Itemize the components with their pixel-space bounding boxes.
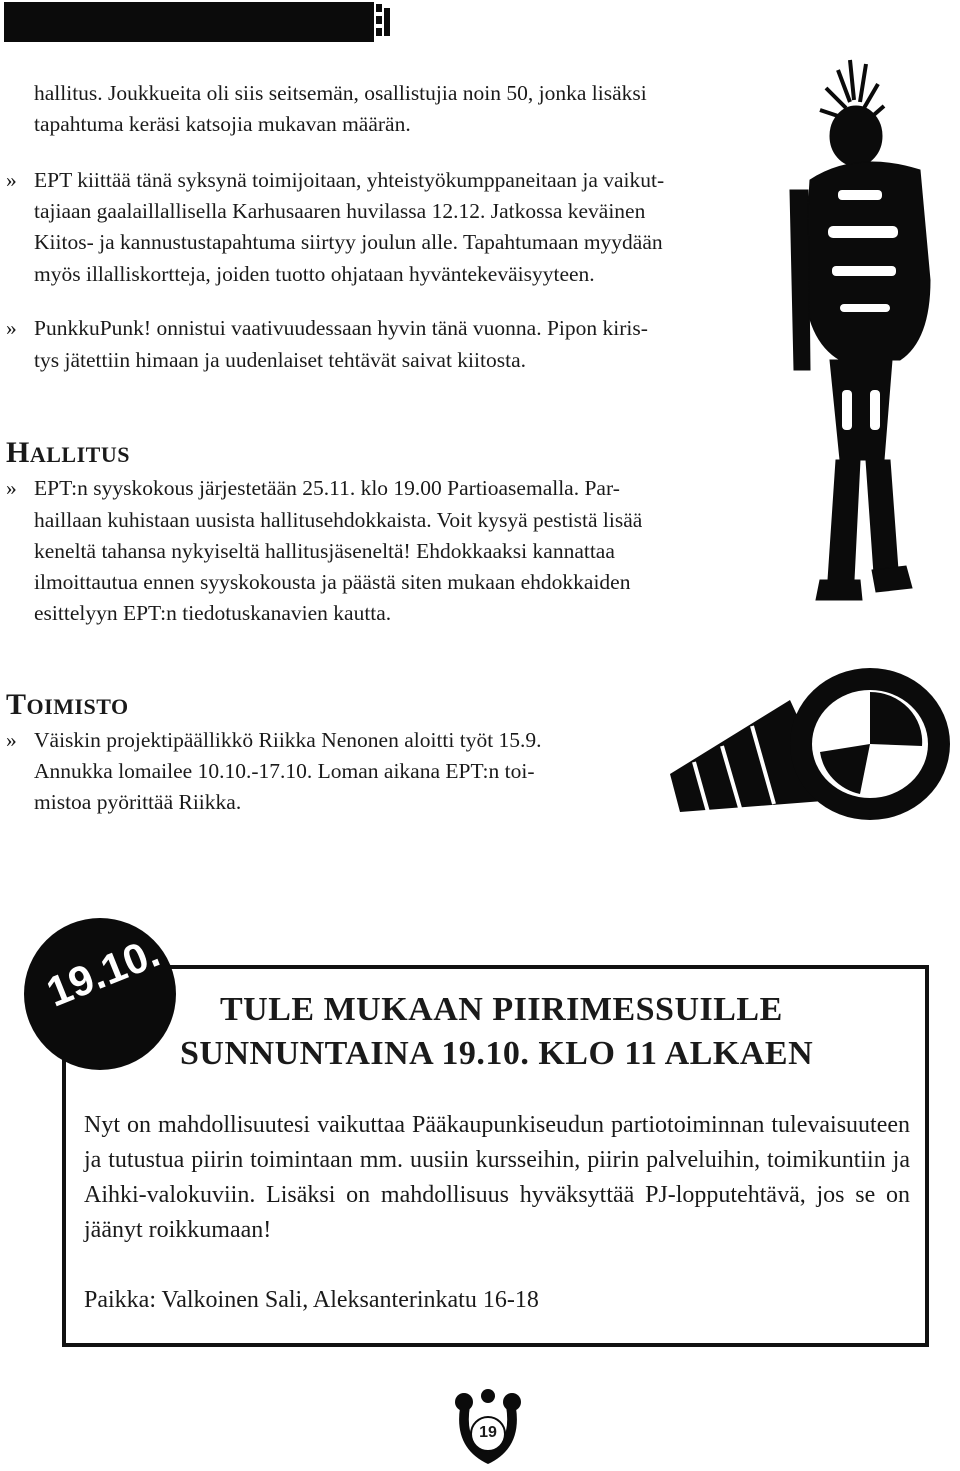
hallitus-heading: HALLITUS — [6, 436, 130, 469]
page-number: 19 — [479, 1424, 497, 1441]
hallitus-line-1: EPT:n syyskokous järjestetään 25.11. klo 19.00 Partioasemalla. Par- — [34, 476, 620, 500]
toimisto-line-3: mistoa pyörittää Riikka. — [34, 790, 242, 814]
hallitus-line-5: esittelyyn EPT:n tiedotuskanavien kautta. — [34, 601, 392, 625]
toimisto-line-1: Väiskin projektipäällikkö Riikka Nenonen aloitti työt 15.9. — [34, 728, 542, 752]
telescope-icon — [660, 662, 950, 832]
thanks-line-3: Kiitos- ja kannustustapahtuma siirtyy joulun alle. Tapahtumaan myydään — [34, 230, 663, 254]
intro-line-2: tapahtuma keräsi katsojia mukavan määrän. — [34, 112, 411, 136]
event-place: Paikka: Valkoinen Sali, Aleksanterinkatu 16-18 — [84, 1287, 539, 1313]
thanks-line-2: tajiaan gaalaillallisella Karhusaaren huvilassa 12.12. Jatkossa keväinen — [34, 199, 646, 223]
date-badge-text: 19.10. — [40, 928, 166, 1016]
hallitus-line-3: keneltä tahansa nykyiseltä hallitusjäseneltä! Ehdokkaaksi kannattaa — [34, 539, 615, 563]
event-title-line-2: SUNNUNTAINA 19.10. KLO 11 ALKAEN — [180, 1035, 814, 1072]
bullet-punkku: » — [6, 316, 17, 340]
thanks-line-4: myös illalliskortteja, joiden tuotto ohjataan hyväntekeväisyyteen. — [34, 262, 595, 286]
header-bar-tab — [360, 2, 394, 42]
hiker-silhouette-icon — [780, 40, 940, 630]
event-title — [180, 988, 900, 1076]
punkku-line-1: PunkkuPunk! onnistui vaativuudessaan hyvin tänä vuonna. Pipon kiris- — [34, 316, 648, 340]
hallitus-line-4: ilmoittautua ennen syyskokousta ja päästä siten mukaan ehdokkaiden — [34, 570, 631, 594]
bullet-thanks: » — [6, 168, 17, 192]
punkku-line-2: tys jätettiin himaan ja uudenlaiset tehtävät saivat kiitosta. — [34, 348, 526, 372]
intro-line-1: hallitus. Joukkueita oli siis seitsemän, osallistujia noin 50, jonka lisäksi — [34, 81, 647, 105]
thanks-line-1: EPT kiittää tänä syksynä toimijoitaan, yhteistyökumppaneitaan ja vaikut- — [34, 168, 665, 192]
hallitus-line-2: haillaan kuhistaan uusista hallitusehdokkaista. Voit kysyä pestistä lisää — [34, 508, 643, 532]
bullet-hallitus: » — [6, 476, 17, 500]
toimisto-heading: TOIMISTO — [6, 688, 129, 721]
bullet-toimisto: » — [6, 728, 17, 752]
event-title-line-1: TULE MUKAAN PIIRIMESSUILLE — [220, 991, 783, 1028]
event-body: Nyt on mahdollisuutesi vaikuttaa Pääkaupunkiseudun partiotoiminnan tulevaisuuteen ja tutustua piirin toimintaan mm. uusiin kursseihin, piirin palveluihin, toimikuntiin ja Aihki-valokuviin. Lisäksi on mahdollisuus hyväksyttää PJ-lopputehtävä, jos se on jäänyt roikkumaan! — [84, 1112, 910, 1243]
header-bar — [4, 2, 364, 42]
toimisto-line-2: Annukka lomailee 10.10.-17.10. Loman aikana EPT:n toi- — [34, 759, 535, 783]
